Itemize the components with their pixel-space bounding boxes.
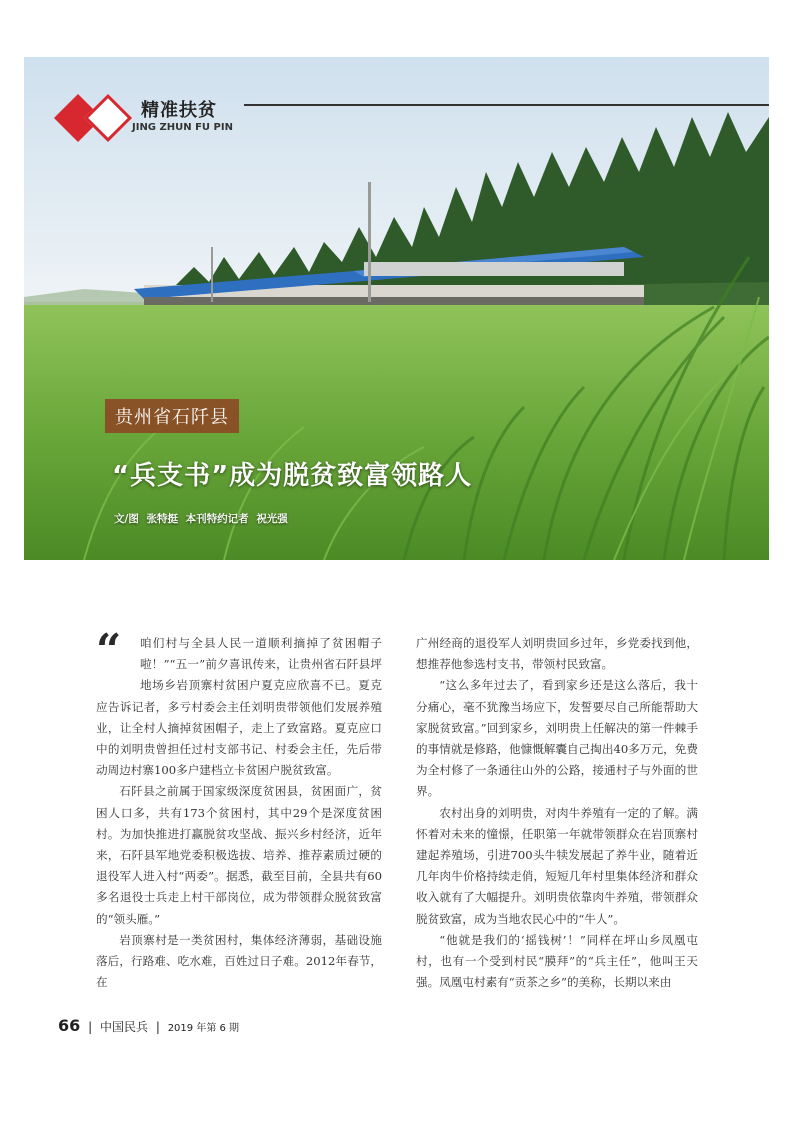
section-subtitle: JING ZHUN FU PIN [132,122,233,133]
paragraph: 咱们村与全县人民一道顺利摘掉了贫困帽子啦！”“五一”前夕喜讯传来，让贵州省石阡县坪地场乡岩顶寨村贫困户夏克应欣喜不已。夏克应告诉记者，多亏村委会主任刘明贵带领他们发展养殖业，让全村人摘掉贫困帽子，走上了致富路。夏克应口中的刘明贵曾担任过村支部书记、村委会主任，先后带动周边村寨100多户建档立卡贫困户脱贫致富。 [96,636,382,778]
paragraph: “他就是我们的‘摇钱树’！”同样在坪山乡凤凰屯村，也有一个受到村民“膜拜”的“兵主任”，他叫王天强。凤凰屯村素有“贡茶之乡”的美称，长期以来由 [416,932,698,990]
page-footer [58,1016,239,1035]
paragraph: 广州经商的退役军人刘明贵回乡过年，乡党委找到他，想推荐他参选村支书，带领村民致富。 [416,636,698,672]
page-number: 66 [58,1016,81,1035]
paragraph: “这么多年过去了，看到家乡还是这么落后，我十分痛心，毫不犹豫当场应下，发誓要尽自己所能帮助大家脱贫致富。”回到家乡，刘明贵上任解决的第一件棘手的事情就是修路，他慷慨解囊自己掏出40多万元，免费为全村修了一条通往山外的公路，接通村子与外面的世界。 [416,678,698,799]
article-headline: “兵支书”成为脱贫致富领路人 [112,461,473,491]
byline-author: 张特挺 [146,513,178,525]
paragraph: 石阡县之前属于国家级深度贫困县，贫困面广，贫困人口多，共有173个贫困村，其中29个是深度贫困村。为加快推进打赢脱贫攻坚战、振兴乡村经济，近年来，石阡县军地党委积极选拔、培养、推荐素质过硬的退役军人进入村“两委”。据悉，截至目前，全县共有60多名退役士兵走上村干部岗位，成为带领群众脱贫致富的“领头雁。” [96,784,382,926]
paragraph: 岩顶寨村是一类贫困村，集体经济薄弱，基础设施落后，行路难、吃水难，百姓过日子难。2012年春节，在 [96,932,382,990]
right-column [416,633,698,993]
place-tag: 贵州省石阡县 [105,399,239,433]
byline-reporter-role: 本刊特约记者 [185,513,249,525]
issue-label: 2019 年第 6 期 [167,1023,240,1034]
magazine-name: 中国民兵 [99,1020,148,1034]
byline [114,511,292,526]
byline-role: 文/图 [114,513,139,525]
hero-photo [24,57,769,560]
footer-separator: | [155,1020,160,1034]
header-rule [244,104,769,106]
byline-reporter: 祝光强 [256,513,288,525]
opening-quote-mark: “ [96,625,122,676]
left-column [96,625,382,993]
paragraph: 农村出身的刘明贵，对肉牛养殖有一定的了解。满怀着对未来的憧憬，任职第一年就带领群众在岩顶寨村建起养殖场，引进700头牛犊发展起了养牛业，随着近几年肉牛价格持续走俏，短短几年村里集体经济和群众收入就有了大幅提升。刘明贵依靠肉牛养殖，带领群众脱贫致富，成为当地农民心中的“牛人”。 [416,805,698,926]
footer-separator: | [88,1020,93,1034]
section-title: 精准扶贫 [141,100,217,121]
